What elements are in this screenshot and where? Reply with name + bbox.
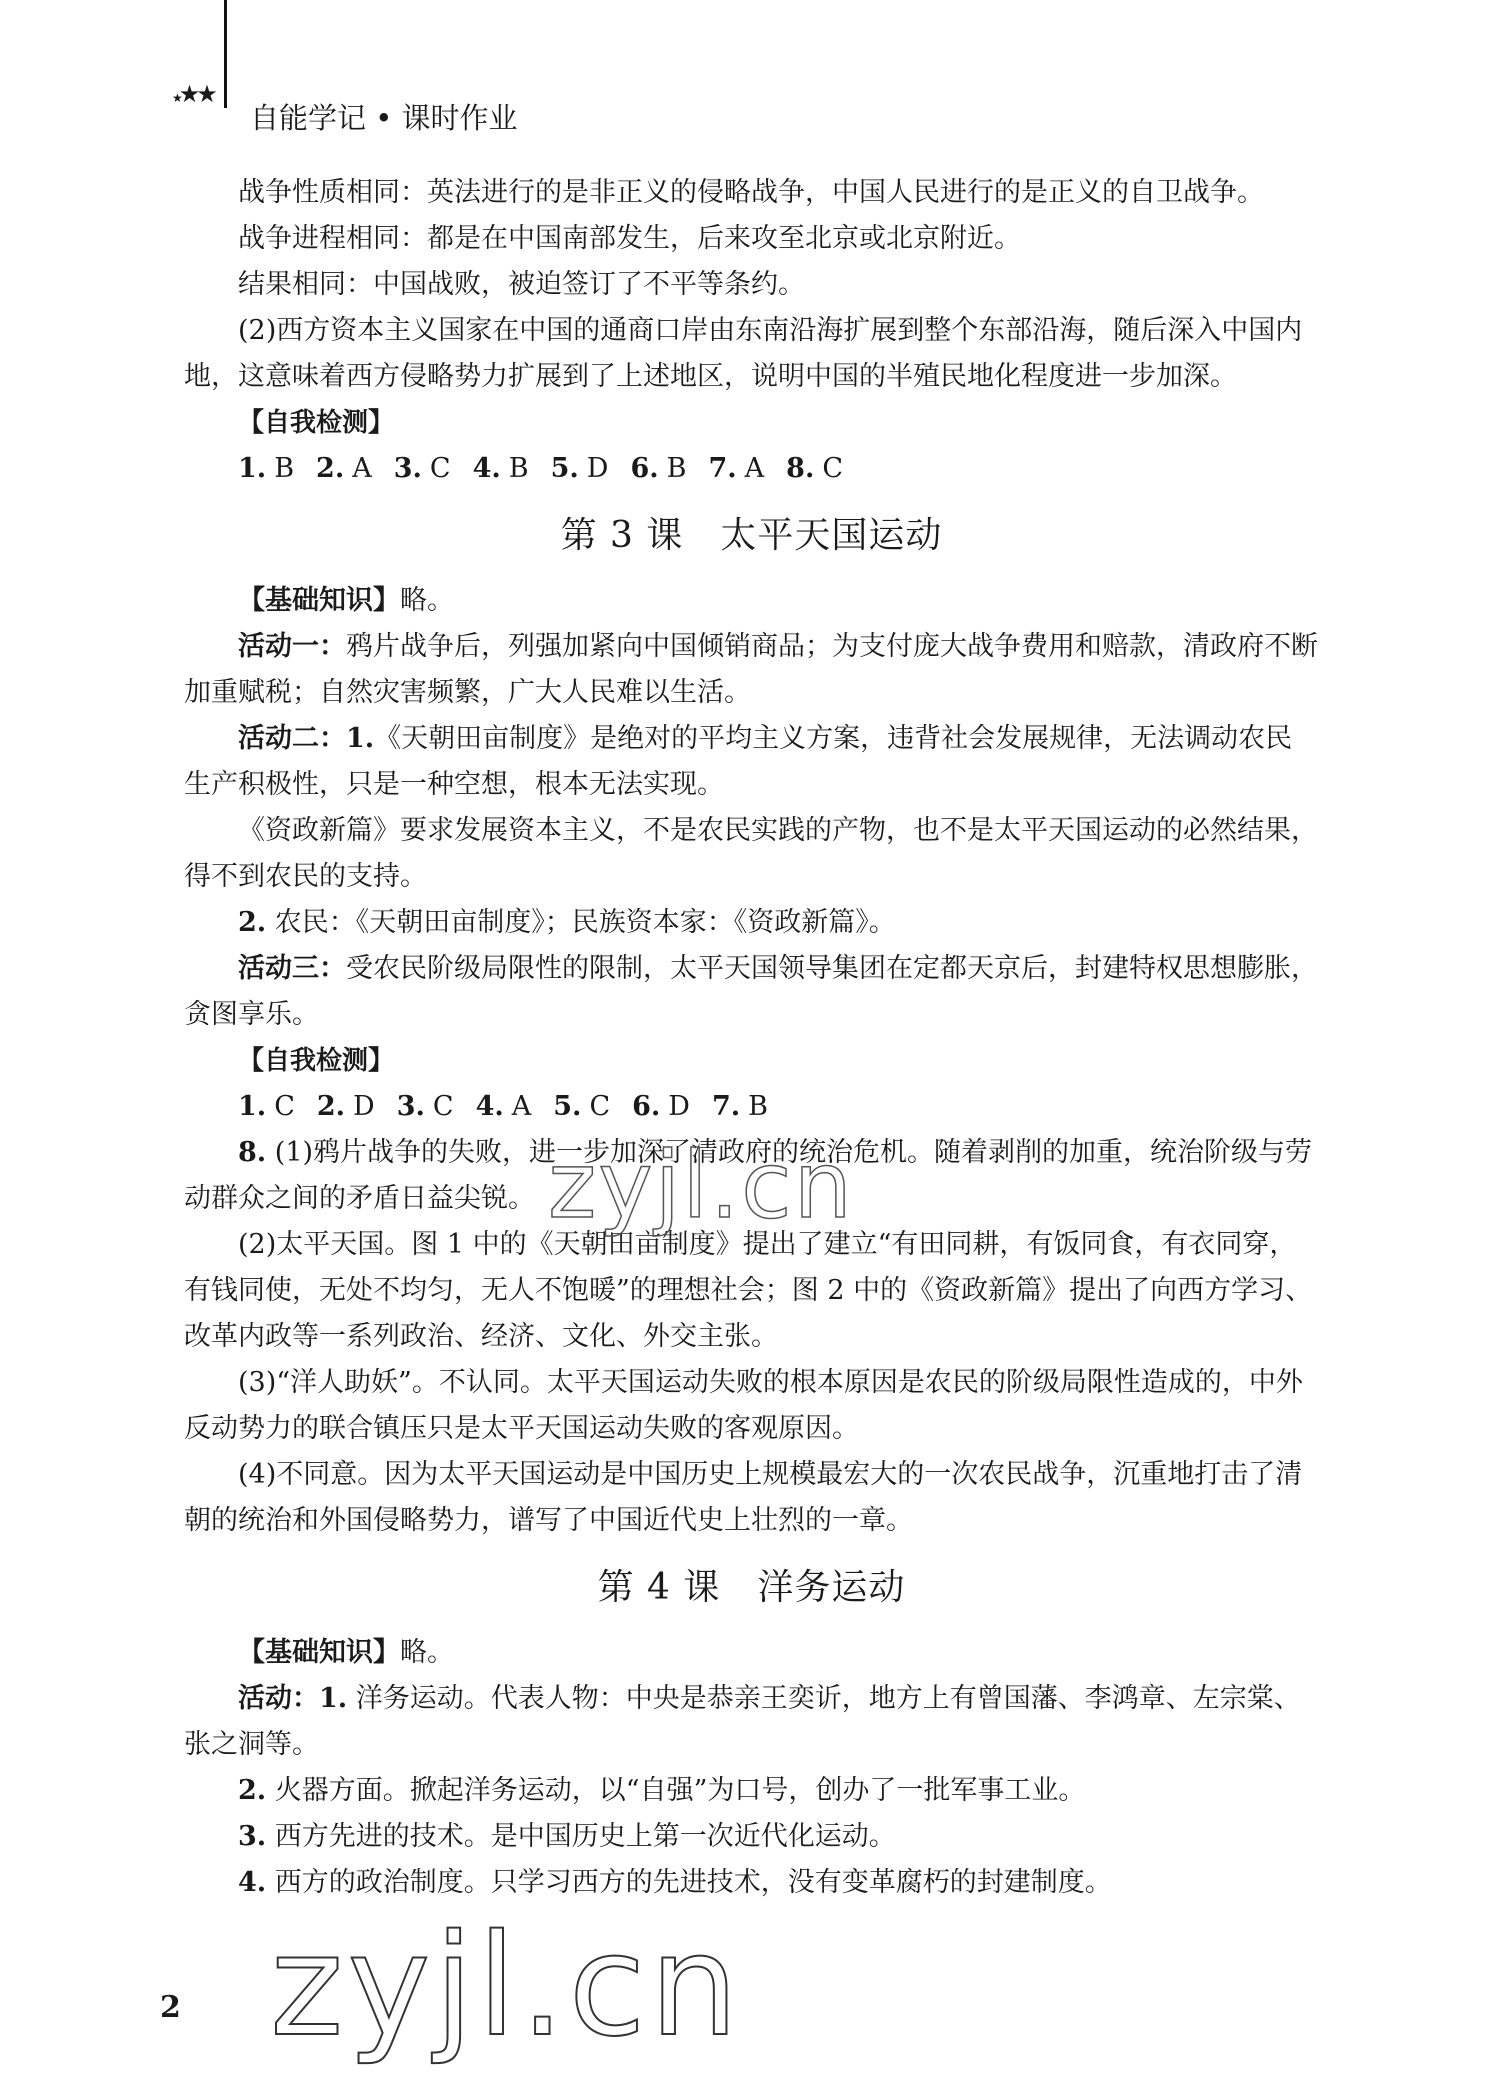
answer-list: [184, 446, 1319, 492]
answer-choice: D: [353, 1091, 375, 1122]
page-body: [184, 170, 1319, 1906]
answer-choice: C: [822, 453, 844, 484]
answer-choice: B: [508, 453, 529, 484]
activity-label: 活动一：: [238, 631, 346, 662]
answer-choice: A: [511, 1091, 532, 1122]
text-paragraph: (2)太平天国。图 1 中的《天朝田亩制度》提出了建立“有田同耕，有饭同食，有衣同穿，有钱同使，无处不均匀，无人不饱暖”的理想社会；图 2 中的《资政新篇》提出了向西方学习、改革内政等一系列政治、经济、文化、外交主张。: [184, 1229, 1313, 1352]
text: 洋务运动。代表人物：中央是恭亲王奕䜣，地方上有曾国藩、李鸿章、左宗棠、张之洞等。: [184, 1683, 1301, 1760]
answer-number: 1.: [238, 453, 267, 484]
item-number: 2.: [238, 1775, 267, 1806]
answer-number: 6.: [630, 453, 659, 484]
text-paragraph: [184, 1630, 1319, 1676]
text-paragraph: [184, 900, 1319, 946]
answer-number: 2.: [316, 453, 345, 484]
watermark: zyjl.cn: [548, 1132, 854, 1239]
text: 西方先进的技术。是中国历史上第一次近代化运动。: [274, 1821, 896, 1852]
answer-number: 6.: [632, 1091, 661, 1122]
activity-label: 活动二：: [238, 723, 346, 754]
header-star-icon: ★★★: [172, 80, 214, 108]
text-line: 结果相同：中国战败，被迫签订了不平等条约。: [238, 269, 805, 300]
answer-choice: A: [352, 453, 372, 484]
text-paragraph: (2)西方资本主义国家在中国的通商口岸由东南沿海扩展到整个东部沿海，随后深入中国内地，这意味着西方侵略势力扩展到了上述地区，说明中国的半殖民地化程度进一步加深。: [184, 315, 1303, 392]
item-number: 2.: [238, 907, 267, 938]
section-heading: 【自我检测】: [238, 408, 395, 438]
answer-number: 7.: [711, 1091, 741, 1122]
answer-choice: C: [429, 453, 451, 484]
answer-choice: B: [666, 453, 687, 484]
answer-number: 8.: [786, 453, 815, 484]
answer-number: 3.: [396, 1091, 425, 1122]
text: (1)鸦片战争的失败，进一步加深了清政府的统治危机。随着剥削的加重，统治阶级与劳动群众之间的矛盾日益尖锐。: [184, 1137, 1313, 1214]
text-paragraph: [184, 946, 1319, 1038]
answer-choice: C: [274, 1091, 295, 1122]
text-paragraph: [184, 1676, 1319, 1768]
activity-label: 活动：: [238, 1683, 319, 1714]
item-number: 1.: [346, 723, 375, 754]
text: 西方的政治制度。只学习西方的先进技术，没有变革腐朽的封建制度。: [274, 1867, 1112, 1898]
item-number: 1.: [319, 1683, 348, 1714]
answer-number: 7.: [708, 453, 737, 484]
text: 火器方面。掀起洋务运动，以“自强”为口号，创办了一批军事工业。: [274, 1775, 1086, 1806]
answer-number: 5.: [550, 453, 579, 484]
text-paragraph: (4)不同意。因为太平天国运动是中国历史上规模最宏大的一次农民战争，沉重地打击了清朝的统治和外国侵略势力，谱写了中国近代史上壮烈的一章。: [184, 1459, 1303, 1536]
answer-number: 2.: [316, 1091, 346, 1122]
answer-choice: B: [274, 453, 295, 484]
answer-list: [184, 1084, 1319, 1130]
answer-choice: D: [586, 453, 609, 484]
text: 受农民阶级局限性的限制，太平天国领导集团在定都天京后，封建特权思想膨胀，贪图享乐。: [184, 953, 1318, 1030]
answer-number: 4.: [472, 453, 501, 484]
text-line: 战争性质相同：英法进行的是非正义的侵略战争，中国人民进行的是正义的自卫战争。: [238, 177, 1264, 208]
answer-choice: C: [432, 1091, 454, 1122]
text-paragraph: [184, 1768, 1319, 1814]
page-number: 2: [160, 1990, 181, 2025]
text-line: 战争进程相同：都是在中国南部发生，后来攻至北京或北京附近。: [238, 223, 1021, 254]
lesson-title: 第 3 课 太平天国运动: [560, 515, 943, 556]
text: 农民：《天朝田亩制度》；民族资本家：《资政新篇》。: [274, 907, 896, 938]
text-paragraph: (3)“洋人助妖”。不认同。太平天国运动失败的根本原因是农民的阶级局限性造成的，中外反动势力的联合镇压只是太平天国运动失败的客观原因。: [184, 1367, 1303, 1444]
text-paragraph: [184, 624, 1319, 716]
text-paragraph: [184, 1860, 1319, 1906]
running-header: 自能学记 • 课时作业: [250, 101, 518, 135]
item-number: 8.: [238, 1137, 267, 1168]
text: 略。: [400, 1637, 454, 1668]
section-heading: 【自我检测】: [238, 1046, 395, 1076]
text-paragraph: 《资政新篇》要求发展资本主义，不是农民实践的产物，也不是太平天国运动的必然结果，得不到农民的支持。: [184, 815, 1318, 892]
header-rule: [224, 0, 227, 108]
text-paragraph: [184, 716, 1319, 808]
text: 鸦片战争后，列强加紧向中国倾销商品；为支付庞大战争费用和赔款，清政府不断加重赋税；自然灾害频繁，广大人民难以生活。: [184, 631, 1318, 708]
activity-label: 活动三：: [238, 953, 346, 984]
text-paragraph: [184, 578, 1319, 624]
answer-choice: A: [744, 453, 765, 484]
answer-number: 1.: [238, 1091, 267, 1122]
item-number: 3.: [238, 1821, 267, 1852]
answer-choice: D: [668, 1091, 690, 1122]
answer-choice: B: [748, 1091, 768, 1122]
watermark: zyjl.cn: [270, 1905, 743, 2068]
answer-number: 5.: [553, 1091, 582, 1122]
answer-number: 4.: [475, 1091, 504, 1122]
answer-number: 3.: [393, 453, 422, 484]
section-label: 【基础知识】: [238, 585, 400, 616]
answer-choice: C: [589, 1091, 611, 1122]
text: 《天朝田亩制度》是绝对的平均主义方案，违背社会发展规律，无法调动农民生产积极性，只是一种空想，根本无法实现。: [184, 723, 1293, 800]
section-label: 【基础知识】: [238, 1637, 400, 1668]
lesson-title: 第 4 课 洋务运动: [597, 1567, 906, 1608]
text-paragraph: [184, 1814, 1319, 1860]
item-number: 4.: [238, 1867, 267, 1898]
text: 略。: [400, 585, 454, 616]
